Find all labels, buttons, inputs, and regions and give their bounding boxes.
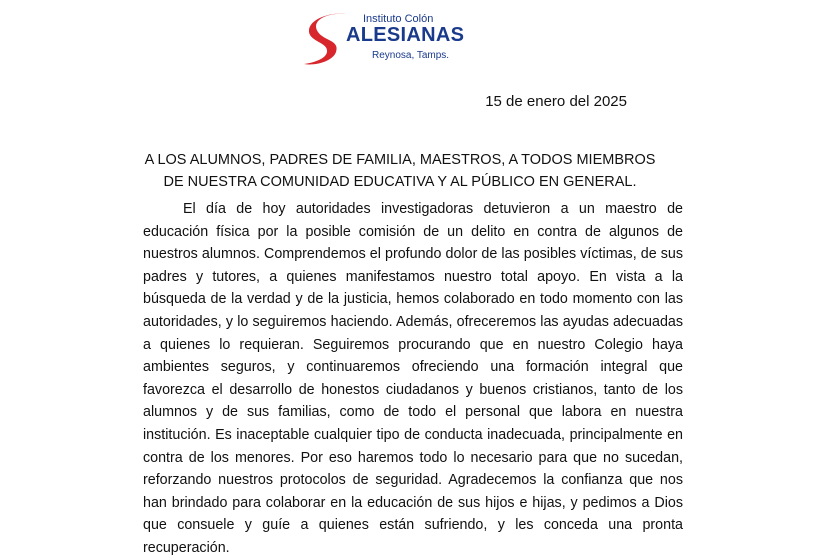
letter-date: 15 de enero del 2025 xyxy=(485,93,627,110)
school-name xyxy=(346,24,464,47)
letter-heading: A LOS ALUMNOS, PADRES DE FAMILIA, MAESTROS, A TODOS MIEMBROS DE NUESTRA COMUNIDAD EDUCATIVA Y AL PÚBLICO EN GENERAL. xyxy=(144,152,656,190)
school-logo xyxy=(300,10,465,68)
institute-line: Instituto Colón xyxy=(363,13,434,25)
city-line: Reynosa, Tamps. xyxy=(372,50,450,61)
school-name-rest: ALESIANAS xyxy=(346,24,465,46)
letter-body: El día de hoy autoridades investigadoras detuvieron a un maestro de educación física por la posible comisión de un delito en contra de algunos de nuestros alumnos. Comprendemos el profundo dolor de las posibles víctimas, de sus padres y tutores, a quienes manifestamos nuestro total apoyo. En vista a la búsqueda de la verdad y de la justicia, hemos colaborado en todo momento con las autoridades, y lo seguiremos haciendo. Además, ofreceremos las ayudas adecuadas a quienes lo requieran. Seguiremos procurando que en nuestro Colegio haya ambientes seguros, y continuaremos ofreciendo una formación integral que favorezca el desarrollo de honestos ciudadanos y buenos cristianos, tanto de los alumnos y de sus familias, como de todo el personal que labora en nuestra institución. Es inaceptable cualquier tipo de conducta inadecuada, principalmente en contra de los menores. Por eso haremos todo lo necesario para que no sucedan, reforzando nuestros protocolos de seguridad. Agradecemos la confianza que nos han brindado para colaborar en la educación de sus hijos e hijas, y pedimos a Dios que consuele y guíe a quienes están sufriendo, y les conceda una pronta recuperación. xyxy=(143,201,683,556)
